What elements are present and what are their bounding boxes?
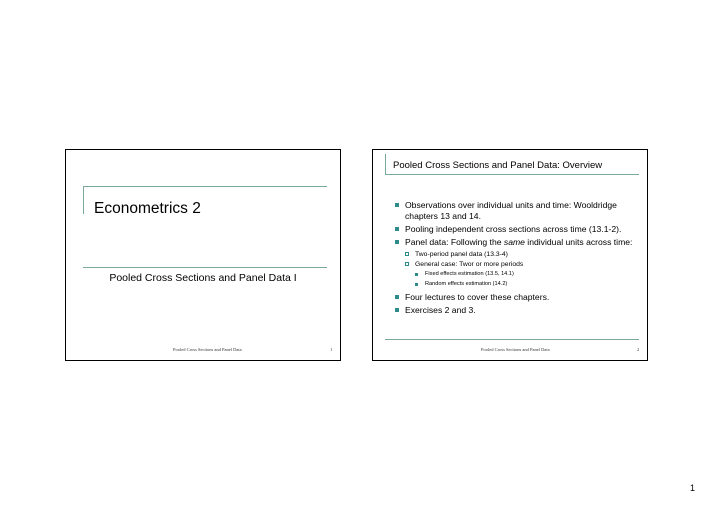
slide-2: [372, 149, 648, 361]
slide-1: [65, 149, 341, 361]
slide-page-number: 1: [330, 347, 333, 352]
bullet-list: [393, 200, 645, 318]
square-bullet-icon: [395, 240, 399, 244]
footer-rule: [385, 339, 639, 340]
slide-footer: Pooled Cross Sections and Panel Data: [481, 347, 550, 352]
small-square-bullet-icon: [415, 273, 418, 276]
sub-bullet-text: Two-period panel data (13.3-4): [415, 251, 508, 258]
sub-bullet-item: [393, 260, 645, 270]
square-bullet-icon: [395, 308, 399, 312]
hollow-square-bullet-icon: [405, 252, 409, 256]
title-rule-vertical: [83, 186, 84, 214]
bullet-text: Panel data: Following the: [405, 237, 504, 247]
sub-sub-bullet-text: Fixed effects estimation (13.5, 14.1): [425, 271, 514, 277]
bullet-item: [393, 305, 645, 316]
slide-title: Econometrics 2: [94, 200, 201, 217]
hollow-square-bullet-icon: [405, 262, 409, 266]
bullet-text: Four lectures to cover these chapters.: [405, 292, 550, 302]
bullet-text: Observations over individual units and time: Wooldridge chapters 13 and 14.: [405, 200, 617, 221]
slide-footer: Pooled Cross Sections and Panel Data: [173, 347, 242, 352]
slide-title: Pooled Cross Sections and Panel Data: Overview: [393, 160, 603, 171]
small-square-bullet-icon: [415, 283, 418, 286]
sheet-page-number: 1: [690, 483, 696, 493]
sub-sub-bullet-item: [393, 280, 645, 290]
title-rule-top: [83, 186, 327, 187]
square-bullet-icon: [395, 295, 399, 299]
bullet-item: [393, 200, 645, 222]
bullet-item: [393, 224, 645, 235]
sub-sub-bullet-item: [393, 270, 645, 280]
subtitle-rule: [83, 267, 327, 268]
sub-bullet-text: General case: Twor or more periods: [415, 261, 524, 268]
bullet-text-emphasis: same: [503, 237, 525, 247]
bullet-text: Exercises 2 and 3.: [405, 305, 476, 315]
bullet-text: individual units across time:: [524, 237, 633, 247]
sub-bullet-item: [393, 250, 645, 260]
slide-page-number: 2: [637, 347, 640, 352]
square-bullet-icon: [395, 227, 399, 231]
title-rule-bottom: [385, 174, 639, 175]
slide-subtitle: Pooled Cross Sections and Panel Data I: [109, 272, 297, 284]
sub-sub-bullet-text: Random effects estimation (14.2): [425, 280, 508, 287]
bullet-text: Pooling independent cross sections across time (13.1-2).: [405, 224, 622, 234]
bullet-item: [393, 237, 645, 248]
square-bullet-icon: [395, 203, 399, 207]
title-rule-vertical: [385, 154, 386, 174]
bullet-item: [393, 292, 645, 303]
